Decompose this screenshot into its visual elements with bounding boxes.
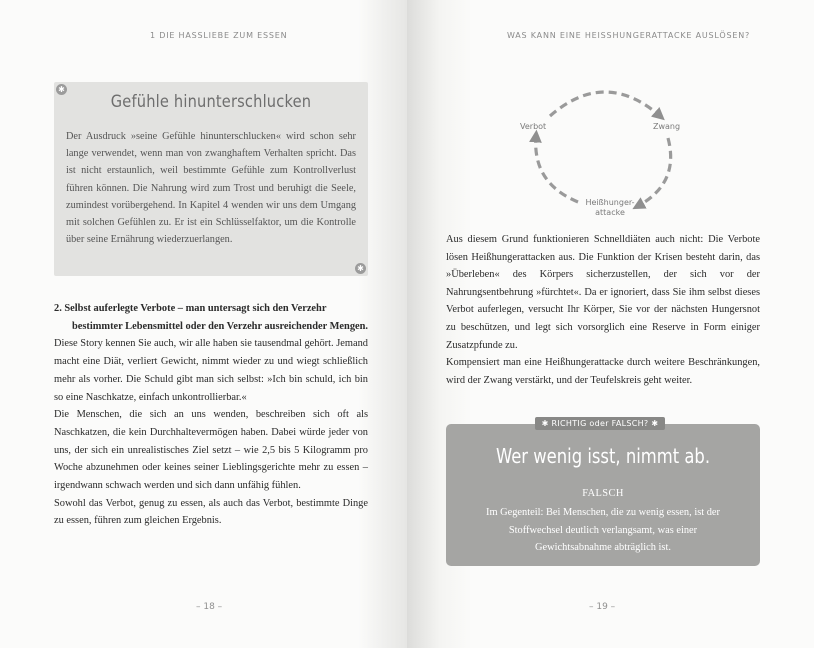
quiz-explanation: Im Gegenteil: Bei Menschen, die zu wenig essen, ist der Stoffwechsel deutlich verlangsamt, was einer Gewichtsabnahme abträglich ist. [485, 507, 720, 553]
cycle-label-heisshungerattacke [580, 198, 640, 218]
left-body-text [54, 300, 368, 530]
running-head-right: WAS KANN EINE HEISSHUNGERATTACKE AUSLÖSEN? [507, 31, 751, 40]
star-icon: ✱ [541, 419, 552, 428]
feelings-box-title: Gefühle hinunterschlucken [110, 92, 312, 112]
quiz-statement: Wer wenig isst, nimmt ab. [495, 444, 711, 468]
star-icon: ✱ [355, 263, 366, 274]
star-icon: ✱ [648, 419, 659, 428]
cycle-label-line: Heißhunger- [585, 198, 635, 207]
quiz-tag-label: RICHTIG oder FALSCH? [551, 419, 649, 428]
section-heading: 2. Selbst auferlegte Verbote – man untersagt sich den Verzehr bestimmter Lebensmittel oder den Verzehr ausreichender Mengen. [54, 303, 368, 332]
arrow-attacke-to-verbot [536, 136, 578, 202]
feelings-box-text: Der Ausdruck »seine Gefühle hinunterschlucken« wird schon sehr lange verwendet, wenn man von zwanghaftem Verhalten spricht. Das ist nicht erstaunlich, weil bestimmte Gefühle zum Kontrollverlust führen können. Die Nahrung wird zum Trost und beruhigt die Seele, zumindest vorübergehend. In Kapitel 4 wenden wir uns dem Umgang mit solchen Gefühlen zu. Er ist ein Schlüsselfaktor, um die Kontrolle über seine Ernährung wiederzuerlangen. [66, 131, 356, 246]
star-icon: ✱ [56, 84, 67, 95]
true-false-box [446, 424, 760, 566]
paragraph: Sowohl das Verbot, genug zu essen, als auch das Verbot, bestimmte Dinge zu essen, führen zum gleichen Ergebnis. [54, 497, 368, 527]
cycle-label-verbot: Verbot [520, 122, 547, 131]
paragraph: Aus diesem Grund funktionieren Schnelldiäten auch nicht: Die Verbote lösen Heißhungerattacken aus. Die Funktion der Krisen besteht darin, das »Überleben« des Körpers sicherzustellen, der sich vor der Nahrungsentbehrung »fürchtet«. Da er ignoriert, dass Sie ihm selbst dieses Verbot auferlegen, versucht Ihr Körper, Sie vor der nächsten Hungersnot zu beschützen, und legt sich vorsorglich eine Reserve in Form einiger Zusatzpfunde zu. [446, 234, 760, 351]
vicious-circle-diagram [510, 78, 700, 228]
page-number-right: – 19 – [589, 602, 616, 612]
page-number-left: – 18 – [196, 602, 223, 612]
paragraph: Diese Story kennen Sie auch, wir alle haben sie tausendmal gehört. Jemand macht eine Diät, verliert Gewicht, nimmt wieder zu und wiegt schließlich mehr als vorher. Die Schuld gibt man sich selbst: »Ich bin schuld, ich bin so eine Naschkatze, einfach unkontrollierbar.« [54, 338, 368, 403]
paragraph: Kompensiert man eine Heißhungerattacke durch weitere Beschränkungen, wird der Zwang verstärkt, und der Teufelskreis geht weiter. [446, 357, 760, 386]
quiz-answer: FALSCH [582, 488, 624, 499]
arrow-zwang-to-attacke [638, 138, 671, 206]
running-head-left: 1 DIE HASSLIEBE ZUM ESSEN [150, 31, 288, 40]
right-body-text [446, 231, 760, 389]
feelings-info-box [54, 82, 368, 276]
paragraph: Die Menschen, die sich an uns wenden, beschreiben sich oft als Naschkatzen, die kein Durchhaltevermögen haben. Dabei würde jeder von uns, der sich ein unrealistisches Ziel setzt – wie 2,5 bis 5 Kilogramm pro Woche abzunehmen oder keines seiner Lieblingsgerichte mehr zu essen – irgendwann schwach werden und sich dann unfähig fühlen. [54, 409, 368, 492]
cycle-label-line: attacke [595, 208, 625, 217]
quiz-tag [535, 417, 665, 430]
cycle-label-zwang: Zwang [653, 122, 681, 131]
arrow-verbot-to-zwang [550, 92, 660, 116]
